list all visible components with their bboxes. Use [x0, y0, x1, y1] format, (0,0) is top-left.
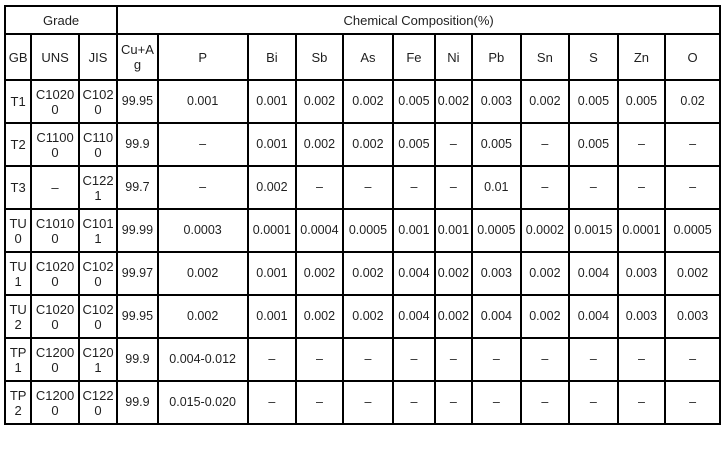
grade-cell: TU0	[5, 209, 31, 252]
value-cell: 0.002	[158, 252, 248, 295]
value-cell: 0.001	[393, 209, 434, 252]
value-cell: –	[296, 381, 343, 424]
value-cell: 0.003	[472, 252, 521, 295]
value-cell: –	[618, 338, 666, 381]
value-cell: 0.015-0.020	[158, 381, 248, 424]
value-cell: 99.9	[117, 338, 157, 381]
value-cell: –	[343, 338, 394, 381]
value-cell: –	[393, 166, 434, 209]
value-cell: 0.003	[665, 295, 720, 338]
value-cell: 0.005	[618, 80, 666, 123]
value-cell: 0.002	[296, 295, 343, 338]
value-cell: 0.002	[521, 252, 570, 295]
value-cell: 0.002	[158, 295, 248, 338]
value-cell: –	[158, 166, 248, 209]
value-cell: 0.0001	[248, 209, 297, 252]
value-cell: –	[665, 381, 720, 424]
column-header-row	[5, 34, 720, 80]
grade-cell: C12000	[31, 381, 79, 424]
value-cell: 0.002	[248, 166, 297, 209]
column-header-jis: JIS	[79, 34, 117, 80]
value-cell: 0.002	[343, 80, 394, 123]
column-header-bi: Bi	[248, 34, 297, 80]
value-cell: 0.003	[618, 252, 666, 295]
table-row-t2	[5, 123, 720, 166]
grade-cell: C10200	[31, 80, 79, 123]
value-cell: 99.7	[117, 166, 157, 209]
grade-cell: C1220	[79, 381, 117, 424]
value-cell: –	[521, 123, 570, 166]
value-cell: –	[158, 123, 248, 166]
value-cell: –	[248, 381, 297, 424]
value-cell: 0.001	[248, 123, 297, 166]
value-cell: 0.01	[472, 166, 521, 209]
value-cell: 0.001	[158, 80, 248, 123]
value-cell: –	[569, 166, 618, 209]
value-cell: 0.002	[665, 252, 720, 295]
value-cell: 0.0015	[569, 209, 618, 252]
value-cell: 0.004	[569, 295, 618, 338]
value-cell: 99.95	[117, 295, 157, 338]
grade-cell: T3	[5, 166, 31, 209]
grade-cell: C1221	[79, 166, 117, 209]
value-cell: –	[435, 338, 472, 381]
value-cell: 0.004-0.012	[158, 338, 248, 381]
grade-cell: C12000	[31, 338, 79, 381]
table-row-tu0	[5, 209, 720, 252]
column-header-uns: UNS	[31, 34, 79, 80]
chemical-composition-table	[4, 5, 721, 425]
value-cell: –	[435, 166, 472, 209]
column-header-pb: Pb	[472, 34, 521, 80]
grade-cell: C11000	[31, 123, 79, 166]
column-header-fe: Fe	[393, 34, 434, 80]
value-cell: 99.9	[117, 381, 157, 424]
grade-group-header: Grade	[5, 6, 117, 34]
column-header-cu-ag: Cu+Ag	[117, 34, 157, 80]
value-cell: –	[472, 338, 521, 381]
value-cell: –	[435, 381, 472, 424]
value-cell: –	[569, 381, 618, 424]
table-row-t3	[5, 166, 720, 209]
value-cell: 0.0005	[343, 209, 394, 252]
value-cell: 0.001	[248, 295, 297, 338]
grade-cell: C1020	[79, 80, 117, 123]
value-cell: –	[521, 381, 570, 424]
value-cell: 0.004	[393, 295, 434, 338]
value-cell: 0.0002	[521, 209, 570, 252]
value-cell: –	[521, 166, 570, 209]
value-cell: –	[472, 381, 521, 424]
grade-cell: C10100	[31, 209, 79, 252]
column-header-zn: Zn	[618, 34, 666, 80]
table-row-t1	[5, 80, 720, 123]
value-cell: 0.001	[435, 209, 472, 252]
grade-cell: TP2	[5, 381, 31, 424]
value-cell: –	[665, 123, 720, 166]
value-cell: –	[393, 381, 434, 424]
value-cell: 0.003	[472, 80, 521, 123]
value-cell: –	[618, 166, 666, 209]
value-cell: 0.002	[435, 80, 472, 123]
value-cell: 0.002	[296, 123, 343, 166]
value-cell: 0.0004	[296, 209, 343, 252]
value-cell: 0.005	[472, 123, 521, 166]
value-cell: 0.002	[343, 252, 394, 295]
value-cell: 0.02	[665, 80, 720, 123]
value-cell: 0.002	[521, 80, 570, 123]
value-cell: –	[248, 338, 297, 381]
column-header-as: As	[343, 34, 394, 80]
table-body	[5, 80, 720, 424]
grade-cell: C1020	[79, 252, 117, 295]
value-cell: –	[665, 338, 720, 381]
value-cell: 99.97	[117, 252, 157, 295]
value-cell: –	[393, 338, 434, 381]
grade-cell: C10200	[31, 252, 79, 295]
grade-cell: C1020	[79, 295, 117, 338]
value-cell: 0.002	[435, 252, 472, 295]
table-row-tp2	[5, 381, 720, 424]
value-cell: 99.9	[117, 123, 157, 166]
grade-cell: TP1	[5, 338, 31, 381]
value-cell: 0.003	[618, 295, 666, 338]
column-header-ni: Ni	[435, 34, 472, 80]
grade-cell: T1	[5, 80, 31, 123]
value-cell: –	[296, 338, 343, 381]
value-cell: 0.004	[393, 252, 434, 295]
value-cell: 0.002	[343, 123, 394, 166]
value-cell: 0.005	[569, 80, 618, 123]
value-cell: –	[569, 338, 618, 381]
value-cell: 0.0001	[618, 209, 666, 252]
value-cell: 0.002	[521, 295, 570, 338]
column-header-p: P	[158, 34, 248, 80]
value-cell: 0.001	[248, 80, 297, 123]
grade-cell: C10200	[31, 295, 79, 338]
grade-cell: C1011	[79, 209, 117, 252]
column-header-o: O	[665, 34, 720, 80]
column-header-sb: Sb	[296, 34, 343, 80]
table-row-tp1	[5, 338, 720, 381]
value-cell: 99.99	[117, 209, 157, 252]
grade-cell: T2	[5, 123, 31, 166]
composition-group-header: Chemical Composition(%)	[117, 6, 720, 34]
value-cell: 0.0005	[665, 209, 720, 252]
value-cell: –	[618, 123, 666, 166]
value-cell: 0.002	[343, 295, 394, 338]
grade-cell: C1100	[79, 123, 117, 166]
value-cell: –	[521, 338, 570, 381]
value-cell: –	[618, 381, 666, 424]
value-cell: 0.004	[472, 295, 521, 338]
value-cell: –	[665, 166, 720, 209]
grade-cell: –	[31, 166, 79, 209]
value-cell: 0.002	[296, 80, 343, 123]
column-header-s: S	[569, 34, 618, 80]
value-cell: 0.002	[435, 295, 472, 338]
table-row-tu1	[5, 252, 720, 295]
value-cell: 0.001	[248, 252, 297, 295]
value-cell: –	[435, 123, 472, 166]
value-cell: –	[343, 166, 394, 209]
value-cell: –	[343, 381, 394, 424]
grade-cell: TU2	[5, 295, 31, 338]
column-header-gb: GB	[5, 34, 31, 80]
value-cell: 0.005	[393, 80, 434, 123]
column-header-sn: Sn	[521, 34, 570, 80]
value-cell: 0.005	[393, 123, 434, 166]
value-cell: 0.0003	[158, 209, 248, 252]
value-cell: 0.002	[296, 252, 343, 295]
value-cell: 99.95	[117, 80, 157, 123]
grade-cell: C1201	[79, 338, 117, 381]
header-group-row	[5, 6, 720, 34]
table-row-tu2	[5, 295, 720, 338]
value-cell: –	[296, 166, 343, 209]
value-cell: 0.004	[569, 252, 618, 295]
value-cell: 0.005	[569, 123, 618, 166]
value-cell: 0.0005	[472, 209, 521, 252]
grade-cell: TU1	[5, 252, 31, 295]
